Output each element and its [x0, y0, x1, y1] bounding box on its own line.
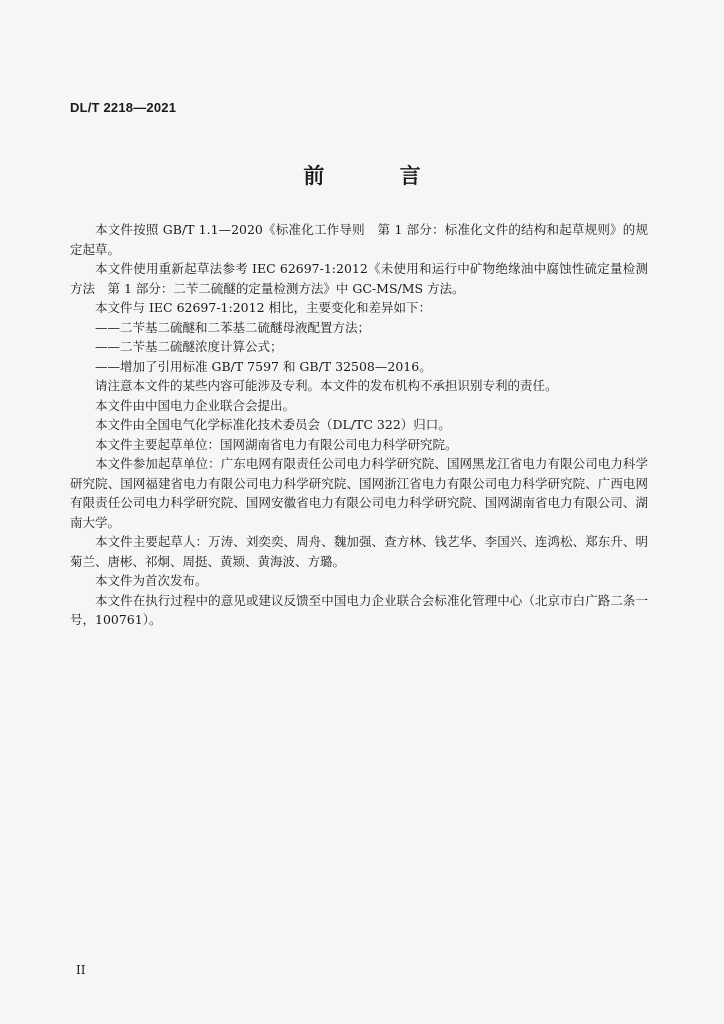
- paragraph-main-drafters: 本文件主要起草人：万涛、刘奕奕、周舟、魏加强、查方林、钱艺华、李国兴、连鸿松、郑东升、明菊兰、唐彬、祁炯、周挺、黄颎、黄海波、方璐。: [70, 534, 648, 569]
- paragraph-patent-notice: 请注意本文件的某些内容可能涉及专利。本文件的发布机构不承担识别专利的责任。: [95, 378, 558, 393]
- page-number: II: [76, 963, 86, 977]
- paragraph-participating-units: 本文件参加起草单位：广东电网有限责任公司电力科学研究院、国网黑龙江省电力有限公司电力科学研究院、国网福建省电力有限公司电力科学研究院、国网浙江省电力有限公司电力科学研究院、广西电网有限责任公司电力科学研究院、国网安徽省电力有限公司电力科学研究院、国网湖南省电力有限公司、湖南大学。: [70, 456, 648, 530]
- paragraph-first-release: 本文件为首次发布。: [95, 573, 208, 588]
- list-item-difference-1: ——二苄基二硫醚和二苯基二硫醚母液配置方法；: [95, 319, 371, 335]
- paragraph-differences-intro: 本文件与 IEC 62697-1:2012 相比，主要变化和差异如下：: [95, 300, 432, 315]
- paragraph-proposer: 本文件由中国电力企业联合会提出。: [95, 397, 296, 413]
- paragraph-reference-standard: 本文件使用重新起草法参考 IEC 62697-1:2012《未使用和运行中矿物绝缘油中腐蚀性硫定量检测方法 第 1 部分：二苄二硫醚的定量检测方法》中 GC-MS/MS 方法。: [70, 261, 648, 296]
- page-title: 前 言: [303, 164, 455, 188]
- document-number: DL/T 2218—2021: [70, 100, 177, 115]
- paragraph-drafting-rules: 本文件按照 GB/T 1.1—2020《标准化工作导则 第 1 部分：标准化文件的结构和起草规则》的规定起草。: [70, 222, 648, 257]
- paragraph-feedback: 本文件在执行过程中的意见或建议反馈至中国电力企业联合会标准化管理中心（北京市白广路二条一号，100761）。: [70, 592, 648, 627]
- paragraph-main-drafting-unit: 本文件主要起草单位：国网湖南省电力有限公司电力科学研究院。: [95, 436, 458, 452]
- paragraph-technical-committee: 本文件由全国电气化学标准化技术委员会（DL/TC 322）归口。: [95, 417, 451, 432]
- list-item-difference-2: ——二苄基二硫醚浓度计算公式；: [95, 339, 283, 354]
- foreword-body: [70, 220, 648, 630]
- list-item-difference-3: ——增加了引用标准 GB/T 7597 和 GB/T 32508—2016。: [95, 358, 432, 374]
